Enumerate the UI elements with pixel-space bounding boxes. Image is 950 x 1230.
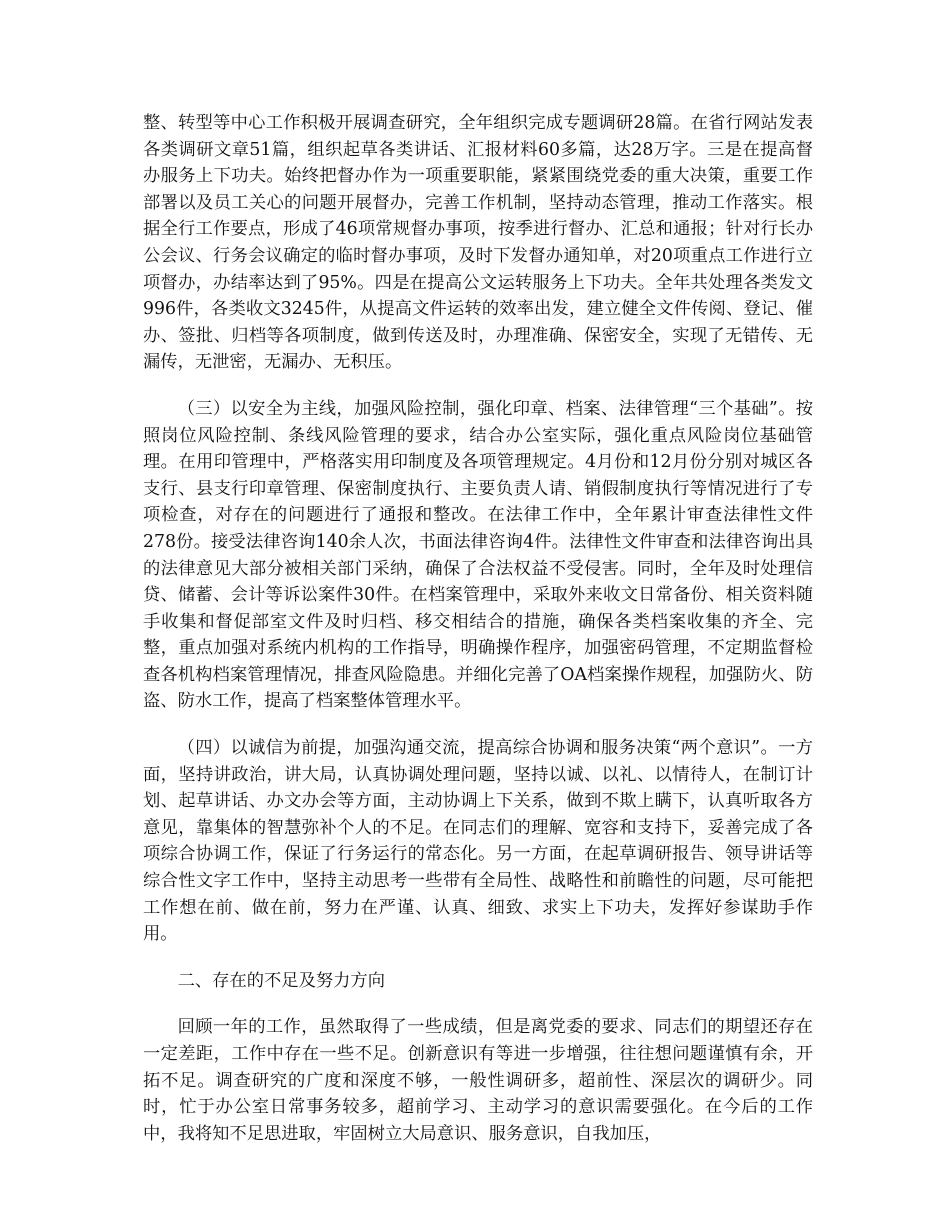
document-page <box>143 110 813 1167</box>
paragraph-section-three: （三）以安全为主线，加强风险控制，强化印章、档案、法律管理“三个基础”。按照岗位风险控制、条线风险管理的要求，结合办公室实际，强化重点风险岗位基础管理。在用印管理中，严格落实用印制度及各项管理规定。4月份和12月份分别对城区各支行、县支行印章管理、保密制度执行、主要负责人请、销假制度执行等情况进行了专项检查，对存在的问题进行了通报和整改。在法律工作中，全年累计审查法律性文件278份。接受法律咨询140余人次，书面法律咨询4件。法律性文件审查和法律咨询出具的法律意见大部分被相关部门采纳，确保了合法权益不受侵害。同时，全年及时处理信贷、储蓄、会计等诉讼案件30件。在档案管理中，采取外来收文日常备份、相关资料随手收集和督促部室文件及时归档、移交相结合的措施，确保各类档案收集的齐全、完整，重点加强对系统内机构的工作指导，明确操作程序，加强密码管理，不定期监督检查各机构档案管理情况，排查风险隐患。并细化完善了OA档案操作规程，加强防火、防盗、防水工作，提高了档案整体管理水平。 <box>143 398 813 712</box>
paragraph-section-four: （四）以诚信为前提，加强沟通交流，提高综合协调和服务决策“两个意识”。一方面，坚持讲政治，讲大局，认真协调处理问题，坚持以诚、以礼、以情待人，在制订计划、起草讲话、办文办会等方面，主动协调上下关系，做到不欺上瞒下，认真听取各方意见，靠集体的智慧弥补个人的不足。在同志们的理解、宽容和支持下，妥善完成了各项综合协调工作，保证了行务运行的常态化。另一方面，在起草调研报告、领导讲话等综合性文字工作中，坚持主动思考一些带有全局性、战略性和前瞻性的问题，尽可能把工作想在前、做在前，努力在严谨、认真、细致、求实上下功夫，发挥好参谋助手作用。 <box>143 738 813 945</box>
section-heading-shortcomings: 二、存在的不足及努力方向 <box>177 970 385 991</box>
paragraph-continuation: 整、转型等中心工作积极开展调查研究，全年组织完成专题调研28篇。在省行网站发表各类调研文章51篇，组织起草各类讲话、汇报材料60多篇，达28万字。三是在提高督办服务上下功夫。始终把督办作为一项重要职能，紧紧围绕党委的重大决策，重要工作部署以及员工关心的问题开展督办，完善工作机制，坚持动态管理，推动工作落实。根据全行工作要点，形成了46项常规督办事项，按季进行督办、汇总和通报；针对行长办公会议、行务会议确定的临时督办事项，及时下发督办通知单，对20项重点工作进行立项督办，办结率达到了95%。四是在提高公文运转服务上下功夫。全年共处理各类发文996件，各类收文3245件，从提高文件运转的效率出发，建立健全文件传阅、登记、催办、签批、归档等各项制度，做到传送及时，办理准确、保密安全，实现了无错传、无漏传，无泄密，无漏办、无积压。 <box>143 113 813 373</box>
paragraph-review: 回顾一年的工作，虽然取得了一些成绩，但是离党委的要求、同志们的期望还存在一定差距，工作中存在一些不足。创新意识有等进一步增强，往往想问题谨慎有余，开拓不足。调查研究的广度和深度不够，一般性调研多，超前性、深层次的调研少。同时，忙于办公室日常事务较多，超前学习、主动学习的意识需要强化。在今后的工作中，我将知不足思进取，牢固树立大局意识、服务意识，自我加压， <box>143 1017 813 1144</box>
